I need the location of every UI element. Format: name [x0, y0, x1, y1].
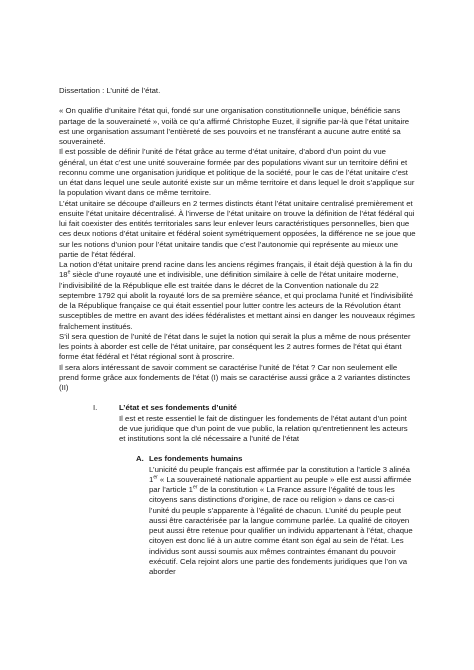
- section-1-number: I.: [93, 403, 98, 413]
- subsection-a-superscript-2: er: [192, 484, 198, 491]
- definition-paragraph: Il est possible de définir l’unité de l’état grâce au terme d’état unitaire, d’abord d’un point du vue général, un état c’est une unité souveraine formée par des populations vivant sur un territoire défini et reconnu comme une organisation juridique et politique de la société, pour le cas de l’état unitaire c’est un état dans lequel une seule autorité existe sur un même territoire et dans lequel le droit s’applique sur la population vivant dans ce même territoire.: [59, 147, 415, 198]
- history-paragraph: [59, 260, 416, 332]
- forms-paragraph: L’état unitaire se découpe d’ailleurs en 2 termes distincts étant l’état unitaire centralisé premièrement et ensuite l’état unitaire décentralisé. À l’inverse de l’état unitaire on trouve la définition de l’état fédéral qui lui fait coexister des entités territoriales sans leur enlever leurs caractéristiques personnelles, bien que ces deux notions d’état unitaire et fédéral soient symétriquement opposées, la différence ne se joue que sur les notions d’union pour l’état unitaire tandis que c’est l’autonomie qui représente au mieux une partie de l’état fédéral.: [59, 198, 416, 259]
- question-paragraph: S’il sera question de l’unité de l’état dans le sujet la notion qui serait la plus a même de nous présenter les points à aborder est celle de l’état unitaire, par conséquent les 2 autres formes de l’état qui étant forme état fédéral et l’état régional sont à proscrire.: [59, 331, 411, 362]
- subsection-a-heading: [59, 454, 416, 464]
- plan-paragraph: Il sera alors intéressant de savoir comment se caractérise l’unité de l’état ? Car non seulement elle prend forme grâce aux fondements de l’état (I) mais se caractérise aussi grâce a 2 variantes distinctes (II): [59, 362, 411, 392]
- history-superscript: e: [67, 269, 71, 276]
- subsection-a-superscript-1: er: [153, 474, 158, 481]
- history-text-end: siècle d’une royauté une et indivisible, une définition similaire à celle de l’état unitaire moderne, l’indivisibilité de la République elle est traitée dans le décret de la Convention nationale du 22 septembre 1792 qui abolit la royauté lors de sa première séance, et qui proclama l’unité et l’indivisibilité de la République française ce qui était essentiel pour lutter contre les acteurs de la Révolution étant susceptibles de mettre en avant des idées fédéralistes et mettant ainsi en danger les nouveaux régimes fraîchement institués.: [59, 270, 415, 331]
- section-1-heading: [59, 403, 416, 413]
- section-1-title: L’état et ses fondements d’unité: [119, 403, 237, 413]
- subsection-a-body: [59, 465, 416, 578]
- document-title: Dissertation : L’unité de l’état.: [59, 86, 161, 95]
- section-1-body: Il est et reste essentiel le fait de distinguer les fondements de l’état autant d’un point de vue juridique que d’un point de vue public, la relation qu’entretiennent les acteurs et institutions sont la clé nécessaire a l’unité de l’état: [119, 413, 408, 443]
- subsection-a-text-2: « La souveraineté nationale appartient au peuple » elle est aussi affirmée par l’article 1: [149, 474, 412, 494]
- subsection-a-text-1: L’unicité du peuple français est affirmée par la constitution a l’article 3 alinéa 1: [149, 464, 410, 484]
- history-text-start: La notion d’état unitaire prend racine dans les anciens régimes français, il était déjà question à la fin du 18: [59, 260, 413, 280]
- intro-quote-paragraph: « On qualifie d’unitaire l’état qui, fondé sur une organisation constitutionnelle unique, bénéficie sans partage de la souveraineté », voilà ce qu’a affirmé Christophe Euzet, il signifie par-là que l’état unitaire est une organisation assumant l’entièreté de ses pouvoirs et ne transférant a aucune autre entité sa souveraineté.: [59, 106, 410, 146]
- subsection-a-text-3: de la constitution « La France assure l’égalité de tous les citoyens sans distinctions d’origine, de race ou religion » dans ce cas-ci l’unité du peuple s’apparente à l’égalité de chacun. L’unité du peuple peut aussi être caractérisée par la langue commune parlée. La qualité de citoyen peut aussi être retenue pour qualifier un individu appartenant à l’état, chaque citoyen est donc lié à un autre comme étant son égal au sein de l’état. Les individus sont aussi soumis aux mêmes contraintes émanant du pouvoir exécutif. Cela rejoint alors une partie des fondements juridiques que l’on va aborder: [149, 485, 413, 576]
- subsection-a-letter: A.: [136, 454, 144, 464]
- subsection-a-title: Les fondements humains: [149, 454, 243, 464]
